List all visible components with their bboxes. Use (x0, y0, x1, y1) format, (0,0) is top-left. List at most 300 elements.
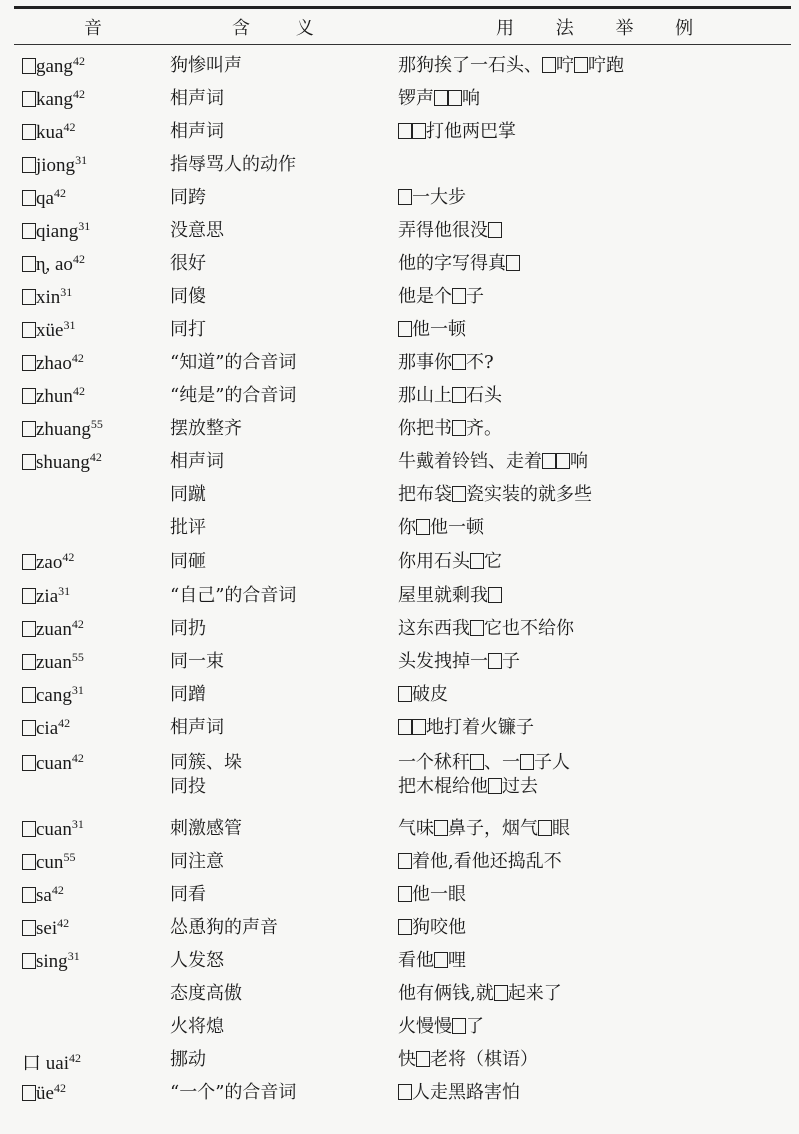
tone-number: 31 (63, 318, 76, 332)
table-row (0, 646, 799, 679)
table-row (0, 813, 799, 846)
missing-char-box (556, 453, 570, 469)
missing-char-box (22, 588, 36, 604)
usage-text: 一个秫秆 、一 子人 (398, 752, 570, 773)
syllable: cia (36, 718, 59, 739)
usage-text: 牛戴着铃铛、走着 响 (398, 451, 588, 472)
tone-number: 31 (67, 949, 80, 963)
table-row (0, 512, 799, 546)
meaning-text: 同扔 (170, 618, 206, 639)
missing-char-box (22, 322, 36, 338)
meaning-text: “一个”的合音词 (170, 1082, 297, 1103)
sound-prefix (22, 320, 36, 341)
sound-cell (22, 550, 74, 574)
missing-char-box (22, 1085, 36, 1101)
missing-char-box (488, 222, 502, 238)
missing-char-box (398, 189, 412, 205)
meaning-text: 怂恿狗的声音 (170, 917, 278, 938)
missing-char-box (22, 687, 36, 703)
usage-text: 打他两巴掌 (398, 120, 516, 144)
tone-number: 42 (71, 351, 84, 365)
missing-char-box (542, 57, 556, 73)
meaning-text: 相声词 (170, 717, 224, 738)
sound-prefix (22, 452, 36, 473)
missing-char-box (22, 953, 36, 969)
tone-number: 55 (63, 850, 76, 864)
usage-text: 狗咬他 (398, 916, 466, 940)
meaning-text: 同砸 (170, 551, 206, 572)
missing-char-box (506, 255, 520, 271)
usage-cell (398, 650, 520, 674)
sound-cell (22, 1081, 66, 1105)
table-row (0, 546, 799, 580)
sound-prefix (22, 122, 36, 143)
missing-char-box (574, 57, 588, 73)
usage-text: 把布袋 瓷实装的就多些 (398, 484, 592, 505)
sound-cell (22, 318, 75, 342)
meaning-text: 同蹴 (170, 484, 206, 505)
sound-prefix: 口 (22, 1053, 42, 1074)
table-row (0, 248, 799, 281)
usage-cell (398, 1081, 520, 1105)
usage-text: 一大步 (398, 186, 466, 210)
usage-text: 着他,看他还捣乱不 (398, 850, 562, 874)
tone-number: 31 (71, 817, 84, 831)
sound-prefix (22, 951, 36, 972)
tone-number: 42 (62, 550, 75, 564)
missing-char-box (22, 421, 36, 437)
sound-prefix (22, 188, 36, 209)
usage-cell (398, 916, 466, 940)
syllable: xin (36, 287, 61, 308)
usage-text: 破皮 (398, 683, 448, 707)
table-row (0, 83, 799, 116)
syllable: zhun (36, 386, 73, 407)
usage-text: 火慢慢 了 (398, 1016, 484, 1037)
meaning-cell (170, 318, 206, 342)
usage-cell (398, 584, 502, 608)
sound-prefix (22, 586, 36, 607)
sound-prefix (22, 753, 36, 774)
syllable: qiang (36, 221, 79, 242)
missing-char-box (398, 719, 412, 735)
usage-cell (398, 550, 502, 574)
table-row (0, 215, 799, 248)
sound-prefix (22, 155, 36, 176)
syllable: zhao (36, 353, 72, 374)
meaning-cell (170, 54, 242, 78)
usage-cell (398, 982, 562, 1006)
table-row (0, 50, 799, 83)
missing-char-box (22, 289, 36, 305)
table-row (0, 945, 799, 978)
sound-prefix (22, 619, 36, 640)
missing-char-box (22, 554, 36, 570)
missing-char-box (22, 755, 36, 771)
table-row (0, 679, 799, 712)
usage-text: 他有俩钱,就 起来了 (398, 983, 562, 1004)
sound-cell (22, 87, 85, 111)
missing-char-box (398, 321, 412, 337)
sound-cell (22, 683, 84, 707)
usage-cell (398, 683, 448, 707)
syllable: sei (36, 918, 58, 939)
missing-char-box (452, 354, 466, 370)
table-row (0, 912, 799, 945)
usage-text: 他是个 子 (398, 286, 484, 307)
meaning-text: 刺激感管 (170, 818, 242, 839)
table-row (0, 347, 799, 380)
tone-number: 42 (72, 252, 85, 266)
table-row (0, 1077, 799, 1110)
tone-number: 31 (58, 584, 71, 598)
syllable: sa (36, 885, 52, 906)
usage-cell (398, 850, 562, 874)
meaning-text: “知道”的合音词 (170, 352, 297, 373)
missing-char-box (22, 223, 36, 239)
missing-char-box (22, 454, 36, 470)
meaning-cell (170, 650, 224, 674)
meaning-cell (170, 1081, 296, 1105)
header-sound: 音 (84, 18, 102, 39)
meaning-cell (170, 584, 296, 608)
meaning-text: 挪动 (170, 1049, 206, 1070)
sound-cell (22, 650, 84, 674)
syllable: sing (36, 951, 68, 972)
meaning-cell (170, 817, 242, 841)
sound-prefix (22, 287, 36, 308)
meaning-cell (170, 617, 206, 641)
sound-prefix (22, 221, 36, 242)
table-row (0, 281, 799, 314)
table-row (0, 846, 799, 879)
missing-char-box (398, 853, 412, 869)
missing-char-box (22, 157, 36, 173)
meaning-text: “自己”的合音词 (170, 585, 297, 606)
meaning-cell (170, 516, 206, 540)
table-row (0, 580, 799, 613)
usage-cell (398, 817, 570, 841)
sound-cell (22, 54, 85, 78)
sound-prefix (22, 1083, 36, 1104)
missing-char-box (470, 754, 484, 770)
usage-text: 屋里就剩我 (398, 584, 502, 608)
sound-cell (22, 850, 75, 874)
usage-cell (398, 450, 588, 474)
meaning-cell (170, 351, 296, 375)
usage-text: 气味 鼻子，烟气 眼 (398, 818, 570, 839)
usage-text: 那狗挨了一石头、 咛 咛跑 (398, 55, 624, 76)
meaning-cell (170, 1048, 206, 1072)
meaning-cell (170, 883, 206, 907)
tone-number: 42 (72, 54, 85, 68)
dialect-table (0, 50, 799, 1110)
usage-cell (398, 751, 570, 799)
sound-cell (22, 883, 64, 907)
missing-char-box (452, 288, 466, 304)
table-row (0, 314, 799, 347)
table-row (0, 446, 799, 479)
meaning-cell (170, 550, 206, 574)
missing-char-box (494, 985, 508, 1001)
syllable: cuan (36, 819, 72, 840)
table-row (0, 879, 799, 912)
meaning-cell (170, 751, 242, 799)
sound-prefix (22, 885, 36, 906)
sound-cell (22, 186, 66, 210)
meaning-cell (170, 87, 224, 111)
usage-text: 他一眼 (398, 883, 466, 907)
meaning-text: 同傻 (170, 286, 206, 307)
table-row (0, 1011, 799, 1044)
missing-char-box (520, 754, 534, 770)
usage-text: 你 他一顿 (398, 517, 484, 538)
table-row (0, 380, 799, 413)
missing-char-box (416, 519, 430, 535)
missing-char-box (412, 123, 426, 139)
meaning-text: 批评 (170, 517, 206, 538)
meaning-text: 同跨 (170, 187, 206, 208)
table-row (0, 747, 799, 813)
tone-number: 42 (72, 87, 85, 101)
sound-cell (22, 351, 84, 375)
meaning-cell (170, 153, 296, 177)
sound-prefix (22, 685, 36, 706)
syllable: kua (36, 122, 64, 143)
usage-cell (398, 483, 592, 507)
syllable: cuan (36, 753, 72, 774)
sound-cell (22, 417, 103, 441)
table-row (0, 978, 799, 1011)
sound-cell (22, 949, 80, 973)
usage-text: 他的字写得真 (398, 252, 520, 276)
tone-number: 42 (71, 617, 84, 631)
missing-char-box (398, 886, 412, 902)
missing-char-box (22, 720, 36, 736)
sound-cell (22, 1048, 81, 1075)
meaning-cell (170, 683, 206, 707)
syllable: zuan (36, 652, 72, 673)
header-meaning: 含 义 (232, 18, 314, 39)
sound-prefix (22, 56, 36, 77)
syllable: kang (36, 89, 73, 110)
usage-cell (398, 219, 502, 243)
sound-cell (22, 751, 84, 775)
table-row (0, 182, 799, 215)
meaning-cell (170, 483, 206, 507)
sound-prefix (22, 852, 36, 873)
tone-number: 42 (57, 916, 70, 930)
tone-number: 42 (72, 384, 85, 398)
syllable: xüe (36, 320, 64, 341)
syllable: zia (36, 586, 59, 607)
meaning-cell (170, 384, 296, 408)
syllable: zuan (36, 619, 72, 640)
missing-char-box (452, 420, 466, 436)
meaning-cell (170, 949, 224, 973)
meaning-text: 相声词 (170, 88, 224, 109)
missing-char-box (470, 620, 484, 636)
missing-char-box (398, 919, 412, 935)
sound-cell (22, 617, 84, 641)
syllable: gang (36, 56, 73, 77)
usage-text: 弄得他很没 (398, 219, 502, 243)
meaning-text: 同注意 (170, 851, 224, 872)
missing-char-box (412, 719, 426, 735)
table-row (0, 613, 799, 646)
usage-text: 人走黑路害怕 (398, 1081, 520, 1105)
table-row (0, 413, 799, 446)
syllable: cang (36, 685, 72, 706)
syllable: uai (41, 1053, 69, 1074)
usage-text: 他一顿 (398, 318, 466, 342)
usage-cell (398, 285, 484, 309)
missing-char-box (542, 453, 556, 469)
sound-cell (22, 285, 72, 309)
missing-char-box (488, 778, 502, 794)
usage-cell (398, 384, 502, 408)
usage-cell (398, 1015, 484, 1039)
usage-cell (398, 417, 502, 441)
tone-number: 31 (60, 285, 73, 299)
table-row (0, 1044, 799, 1077)
usage-cell (398, 318, 466, 342)
tone-number: 42 (58, 716, 71, 730)
usage-text: 锣声 响 (398, 88, 480, 109)
missing-char-box (22, 91, 36, 107)
meaning-cell (170, 850, 224, 874)
table-row (0, 712, 799, 747)
meaning-cell (170, 450, 224, 474)
missing-char-box (452, 387, 466, 403)
missing-char-box (452, 1018, 466, 1034)
missing-char-box (22, 355, 36, 371)
tone-number: 42 (53, 1081, 66, 1095)
meaning-cell (170, 120, 224, 144)
usage-text: 看他 哩 (398, 950, 466, 971)
sound-prefix (22, 718, 36, 739)
syllable: shuang (36, 452, 90, 473)
tone-number: 42 (71, 751, 84, 765)
sound-cell (22, 450, 102, 474)
meaning-cell (170, 285, 206, 309)
sound-prefix (22, 254, 36, 275)
meaning-cell (170, 916, 278, 940)
missing-char-box (22, 920, 36, 936)
meaning-text: 相声词 (170, 121, 224, 142)
usage-text: 那山上 石头 (398, 385, 502, 406)
tone-number: 31 (75, 153, 88, 167)
missing-char-box (434, 952, 448, 968)
meaning-text: 同一束 (170, 651, 224, 672)
table-row (0, 479, 799, 512)
missing-char-box (22, 654, 36, 670)
usage-text-2: 把木棍给他 过去 (398, 776, 538, 797)
sound-cell (22, 817, 84, 841)
sound-prefix (22, 419, 36, 440)
usage-cell (398, 617, 574, 641)
usage-cell (398, 252, 520, 276)
header-rule (14, 44, 791, 45)
missing-char-box (434, 90, 448, 106)
usage-cell (398, 351, 494, 375)
usage-text: 地打着火镰子 (398, 716, 534, 740)
missing-char-box (398, 686, 412, 702)
tone-number: 55 (71, 650, 84, 664)
sound-cell (22, 584, 70, 608)
missing-char-box (22, 124, 36, 140)
meaning-text: 态度高傲 (170, 983, 242, 1004)
meaning-text: 同打 (170, 319, 206, 340)
header-usage: 用 法 举 例 (496, 18, 694, 39)
tone-number: 42 (68, 1051, 81, 1065)
usage-cell (398, 949, 466, 973)
sound-prefix (22, 386, 36, 407)
missing-char-box (538, 820, 552, 836)
missing-char-box (448, 90, 462, 106)
missing-char-box (398, 1084, 412, 1100)
usage-text: 你把书 齐。 (398, 418, 502, 439)
sound-cell (22, 716, 70, 740)
meaning-text: 火将熄 (170, 1016, 224, 1037)
sound-prefix (22, 819, 36, 840)
usage-cell (398, 120, 516, 144)
meaning-text: “纯是”的合音词 (170, 385, 297, 406)
meaning-text-2: 同投 (170, 776, 206, 797)
usage-text: 那事你 不? (398, 352, 494, 373)
syllable: üe (36, 1083, 54, 1104)
sound-prefix (22, 652, 36, 673)
meaning-text: 摆放整齐 (170, 418, 242, 439)
sound-prefix (22, 89, 36, 110)
usage-text: 你用石头 它 (398, 551, 502, 572)
meaning-text: 没意思 (170, 220, 224, 241)
table-row (0, 149, 799, 182)
missing-char-box (488, 653, 502, 669)
meaning-cell (170, 716, 224, 740)
meaning-cell (170, 252, 206, 276)
meaning-cell (170, 982, 242, 1006)
syllable: qa (36, 188, 54, 209)
meaning-cell (170, 1015, 224, 1039)
usage-cell (398, 87, 480, 111)
syllable: zao (36, 552, 63, 573)
usage-text: 快 老将（棋语） (398, 1049, 538, 1070)
usage-text: 这东西我 它也不给你 (398, 618, 574, 639)
top-rule (14, 6, 791, 9)
usage-cell (398, 1048, 538, 1072)
syllable: zhuang (36, 419, 91, 440)
tone-number: 42 (63, 120, 76, 134)
missing-char-box (22, 256, 36, 272)
sound-cell (22, 219, 90, 243)
tone-number: 31 (78, 219, 91, 233)
missing-char-box (452, 486, 466, 502)
table-row (0, 116, 799, 149)
missing-char-box (434, 820, 448, 836)
missing-char-box (22, 621, 36, 637)
meaning-text: 指辱骂人的动作 (170, 154, 296, 175)
sound-prefix (22, 552, 36, 573)
sound-prefix (22, 353, 36, 374)
missing-char-box (22, 190, 36, 206)
usage-text: 头发拽掉一 子 (398, 651, 520, 672)
usage-cell (398, 54, 624, 78)
tone-number: 42 (89, 450, 102, 464)
tone-number: 55 (90, 417, 103, 431)
meaning-cell (170, 186, 206, 210)
missing-char-box (22, 821, 36, 837)
